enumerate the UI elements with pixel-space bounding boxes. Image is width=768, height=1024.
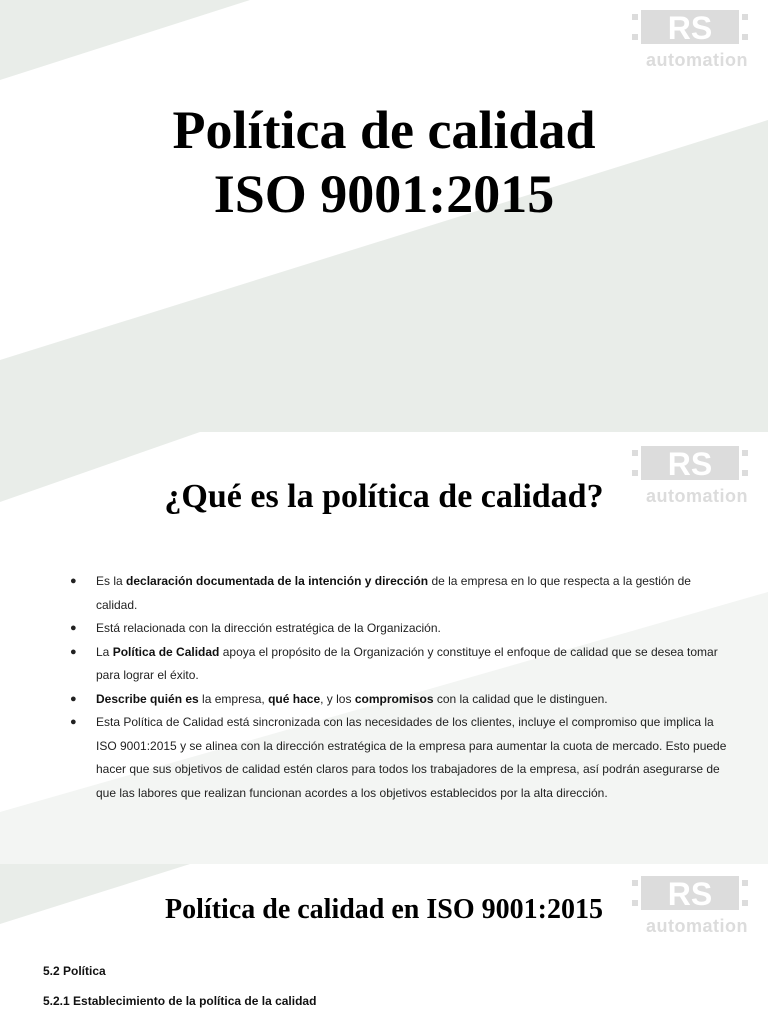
section-title: ¿Qué es la política de calidad?	[164, 478, 604, 515]
slide-iso-clause	[0, 864, 768, 1024]
bullet-icon: ●	[70, 622, 77, 634]
list-item: ● La Política de Calidad apoya el propósito de la Organización y constituye el enfoque de calidad que se desea tomar para lograr el éxito.	[70, 641, 730, 688]
logo-mark: RS	[667, 10, 713, 46]
bullet-icon: ●	[70, 716, 77, 728]
page-title	[0, 98, 768, 226]
title-line-1: Política de calidad	[172, 100, 596, 160]
bullet-icon: ●	[70, 692, 77, 705]
rs-automation-logo	[626, 8, 756, 70]
clause-heading: 5.2 Política	[43, 964, 106, 978]
bullet-icon: ●	[70, 645, 77, 658]
bullet-icon: ●	[70, 575, 77, 587]
bullet-list	[70, 570, 730, 805]
list-item: ● Esta Política de Calidad está sincronizada con las necesidades de los clientes, incluye el compromiso que implica la ISO 9001:2015 y se alinea con la dirección estratégica de la empresa para aumentar la cuota de mercado. Esto puede hacer que sus objetivos de calidad estén claros para todos los trabajadores de la empresa, así podrán asegurarse de que las labores que realizan funcionan acordes a los objetivos establecidos por la alta dirección.	[70, 711, 730, 805]
logo-mark: RS	[667, 876, 713, 912]
section-title: Política de calidad en ISO 9001:2015	[165, 894, 603, 925]
logo-word: automation	[646, 486, 748, 506]
clause-subheading: 5.2.1 Establecimiento de la política de la calidad	[43, 994, 317, 1008]
logo-word: automation	[646, 50, 748, 70]
logo-mark: RS	[667, 446, 713, 482]
slide-title	[0, 0, 768, 432]
list-item: ● Describe quién es la empresa, qué hace, y los compromisos con la calidad que le distinguen.	[70, 688, 730, 712]
list-item: ● Es la declaración documentada de la intención y dirección de la empresa en lo que respecta a la gestión de calidad.	[70, 570, 730, 617]
logo-word: automation	[646, 916, 748, 936]
list-item: ● Está relacionada con la dirección estratégica de la Organización.	[70, 617, 730, 641]
slide-definition	[0, 432, 768, 864]
title-line-2: ISO 9001:2015	[213, 164, 555, 224]
